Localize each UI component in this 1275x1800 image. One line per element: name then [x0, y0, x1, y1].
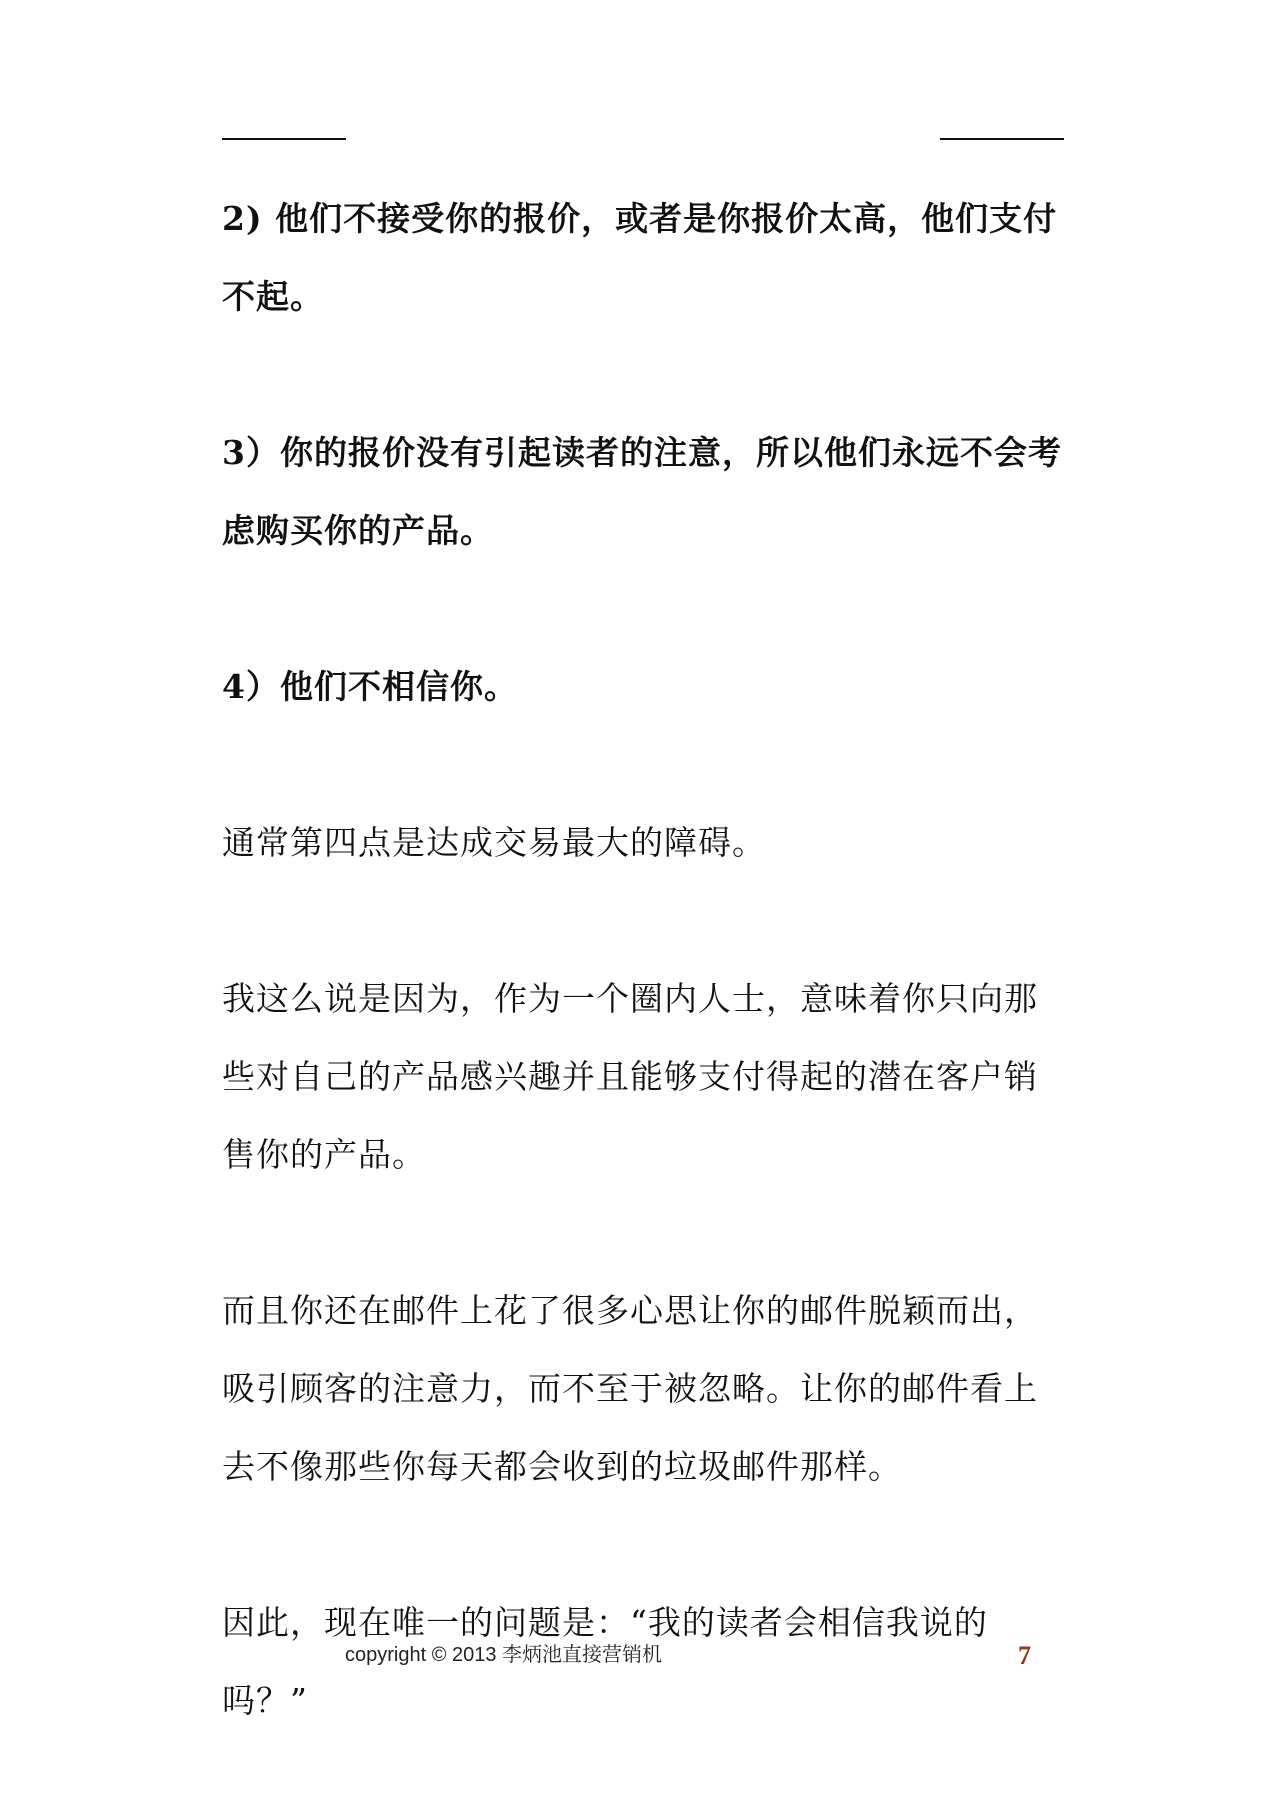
paragraph-point-2: 2) 他们不接受你的报价，或者是你报价太高，他们支付不起。	[222, 199, 1058, 316]
copyright-notice: copyright © 2013 李炳池直接营销机	[345, 1644, 663, 1666]
header-rule-left	[222, 138, 346, 140]
page-number: 7	[1018, 1641, 1031, 1670]
document-body	[222, 180, 1064, 1740]
paragraph-fourth-point-note: 通常第四点是达成交易最大的障碍。	[222, 823, 766, 862]
header-rule-right	[940, 138, 1064, 140]
paragraph-email-effort: 而且你还在邮件上花了很多心思让你的邮件脱颖而出，吸引顾客的注意力，而不至于被忽略。让你的邮件看上去不像那些你每天都会收到的垃圾邮件那样。	[222, 1291, 1038, 1486]
paragraph-insider-reason: 我这么说是因为，作为一个圈内人士，意味着你只向那些对自己的产品感兴趣并且能够支付得起的潜在客户销售你的产品。	[222, 979, 1038, 1174]
paragraph-point-4: 4）他们不相信你。	[222, 667, 518, 706]
paragraph-point-3: 3）你的报价没有引起读者的注意，所以他们永远不会考虑购买你的产品。	[222, 433, 1062, 550]
paragraph-only-question: 因此，现在唯一的问题是：“我的读者会相信我说的吗？”	[222, 1603, 988, 1720]
page-footer	[0, 1640, 1275, 1680]
